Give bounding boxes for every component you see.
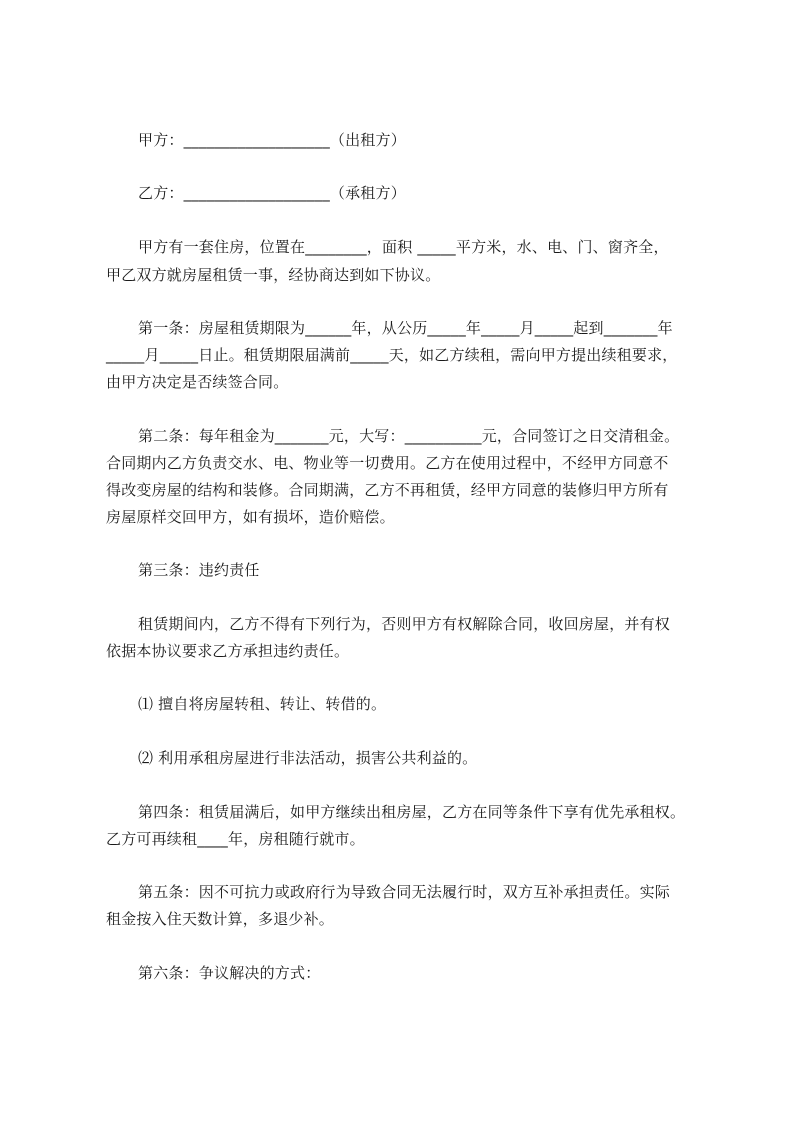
article1-line-2: _____月_____日止。租赁期限届满前_____天，如乙方续租，需向甲方提出续租要求，: [106, 346, 678, 364]
article2-line-1: 第二条：每年租金为_______元，大写：__________元，合同签订之日交清租金。: [138, 427, 680, 445]
article5-line-1: 第五条：因不可抗力或政府行为导致合同无法履行时，双方互补承担责任。实际: [138, 883, 671, 901]
article2-line-4: 房屋原样交回甲方，如有损坏，造价赔偿。: [106, 508, 395, 526]
party-b-line: 乙方：___________________（承租方）: [138, 184, 406, 202]
article3-body-line-2: 依据本协议要求乙方承担违约责任。: [106, 642, 350, 660]
article1-line-3: 由甲方决定是否续签合同。: [106, 373, 289, 391]
article3-item-1: ⑴ 擅自将房屋转租、转让、转借的。: [138, 695, 387, 713]
article4-line-2: 乙方可再续租____年，房租随行就市。: [106, 830, 365, 848]
article6-title: 第六条：争议解决的方式：: [138, 964, 321, 982]
article4-line-1: 第四条：租赁届满后，如甲方继续出租房屋，乙方在同等条件下享有优先承租权。: [138, 803, 686, 821]
article3-item-2: ⑵ 利用承租房屋进行非法活动，损害公共利益的。: [138, 749, 478, 767]
party-a-line: 甲方：___________________（出租方）: [138, 131, 406, 149]
article5-line-2: 租金按入住天数计算，多退少补。: [106, 910, 335, 928]
article3-title: 第三条：违约责任: [138, 561, 260, 579]
article1-line-1: 第一条：房屋租赁期限为______年，从公历_____年_____月_____起到_______年: [138, 319, 673, 337]
intro-line-1: 甲方有一套住房，位置在________，面积 _____平方米，水、电、门、窗齐全，: [138, 238, 669, 256]
article3-body-line-1: 租赁期间内，乙方不得有下列行为，否则甲方有权解除合同，收回房屋，并有权: [138, 615, 671, 633]
intro-line-2: 甲乙双方就房屋租赁一事，经协商达到如下协议。: [106, 266, 441, 284]
article2-line-2: 合同期内乙方负责交水、电、物业等一切费用。乙方在使用过程中，不经甲方同意不: [106, 454, 669, 472]
article2-line-3: 得改变房屋的结构和装修。合同期满，乙方不再租赁，经甲方同意的装修归甲方所有: [106, 481, 669, 499]
